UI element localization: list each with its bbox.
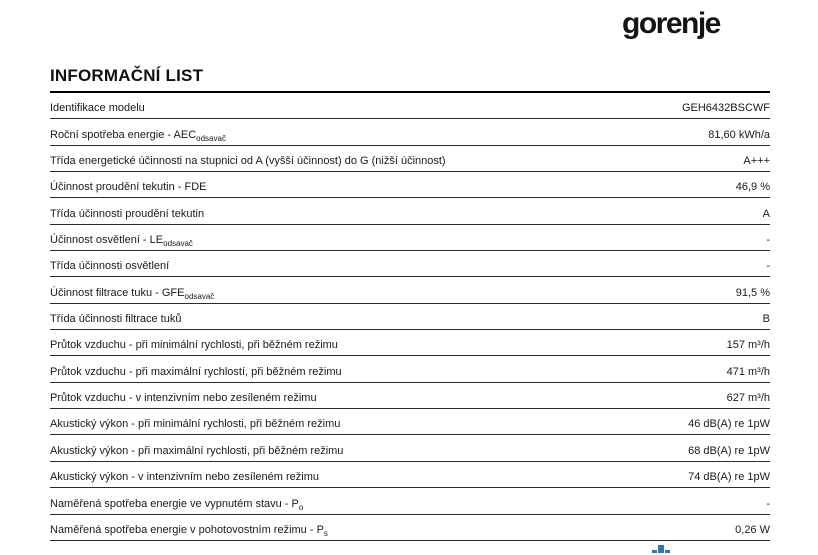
row-label-text: Naměřená spotřeba energie v pohotovostním režimu - P [50, 523, 324, 536]
bar-chart-icon-center-bar [658, 545, 664, 553]
table-row [50, 251, 770, 277]
row-value: 627 m³/h [726, 392, 770, 405]
information-sheet [50, 66, 770, 541]
table-row [50, 119, 770, 145]
spec-table [50, 93, 770, 541]
table-row [50, 198, 770, 224]
row-value: 81,60 kWh/a [708, 128, 770, 141]
row-label-text: Naměřená spotřeba energie ve vypnutém stavu - P [50, 497, 299, 510]
row-label [50, 260, 169, 272]
table-row [50, 515, 770, 541]
row-value: GEH6432BSCWF [681, 102, 770, 115]
row-label [50, 523, 328, 539]
table-row [50, 172, 770, 198]
row-value: B [762, 313, 770, 326]
table-row [50, 462, 770, 488]
row-label-text: Třída účinnosti filtrace tuků [50, 313, 182, 326]
table-row [50, 330, 770, 356]
table-row [50, 93, 770, 119]
row-value: A+++ [743, 155, 770, 168]
row-label-text: Třída účinnosti osvětlení [50, 260, 170, 273]
page-title: INFORMAČNÍ LIST [50, 66, 770, 93]
row-label [50, 102, 145, 114]
row-label-text: Účinnost filtrace tuku - GFE [50, 286, 185, 299]
table-row [50, 277, 770, 303]
row-label [50, 471, 319, 483]
row-label [50, 445, 343, 457]
table-row [50, 409, 770, 435]
row-label-subscript: odsavač [196, 133, 226, 143]
row-label-text: Účinnost proudění tekutin - FDE [50, 181, 207, 194]
row-label-text: Akustický výkon - při minimální rychlosti, při běžném režimu [50, 418, 341, 431]
row-label-text: Roční spotřeba energie - AEC [50, 128, 197, 141]
row-label-subscript: odsavač [184, 291, 215, 301]
row-label [50, 418, 340, 430]
row-label [50, 181, 207, 193]
row-label-text: Identifikace modelu [50, 102, 145, 115]
row-label-text: Průtok vzduchu - při minimální rychlosti, při běžném režimu [50, 339, 338, 352]
table-row [50, 225, 770, 251]
row-value: 471 m³/h [726, 365, 770, 378]
row-value: - [766, 260, 770, 273]
table-row [50, 304, 770, 330]
row-value: 91,5 % [735, 286, 770, 299]
row-value: 74 dB(A) re 1pW [688, 471, 770, 484]
row-value: 46 dB(A) re 1pW [688, 418, 770, 431]
row-label-text: Účinnost osvětlení - LE [50, 234, 164, 247]
row-label-subscript: o [298, 502, 304, 512]
row-label [50, 129, 226, 141]
table-row [50, 356, 770, 382]
row-label [50, 155, 446, 167]
table-row [50, 383, 770, 409]
row-value: 157 m³/h [726, 339, 770, 352]
row-label-text: Akustický výkon - při maximální rychlosti, při běžném režimu [50, 444, 344, 457]
gorenje-logo: gorenje [622, 7, 720, 40]
row-label [50, 498, 303, 510]
row-label [50, 339, 338, 351]
row-label-text: Třída energetické účinnosti na stupnici od A (vyšší účinnost) do G (nižší účinnost) [50, 155, 446, 168]
row-value: A [762, 207, 770, 220]
table-row [50, 435, 770, 461]
table-row [50, 488, 770, 514]
row-label [50, 208, 204, 220]
row-label-subscript: s [323, 529, 328, 539]
row-value: - [766, 497, 770, 510]
row-value: - [766, 234, 770, 247]
row-value: 68 dB(A) re 1pW [688, 444, 770, 457]
row-label-text: Třída účinnosti proudění tekutin [50, 207, 205, 220]
row-label [50, 366, 342, 378]
row-label-text: Průtok vzduchu - v intenzivním nebo zesíleném režimu [50, 392, 317, 405]
row-label-subscript: odsavač [163, 239, 193, 249]
row-label [50, 392, 317, 404]
table-row [50, 146, 770, 172]
bar-chart-icon [652, 545, 672, 555]
row-value: 46,9 % [735, 181, 770, 194]
row-label-text: Průtok vzduchu - při maximální rychlostí, při běžném režimu [50, 365, 342, 378]
row-label-text: Akustický výkon - v intenzivním nebo zesíleném režimu [50, 471, 319, 484]
row-value: 0,26 W [735, 523, 770, 536]
row-label [50, 313, 181, 325]
row-label [50, 234, 193, 249]
row-label [50, 287, 214, 299]
